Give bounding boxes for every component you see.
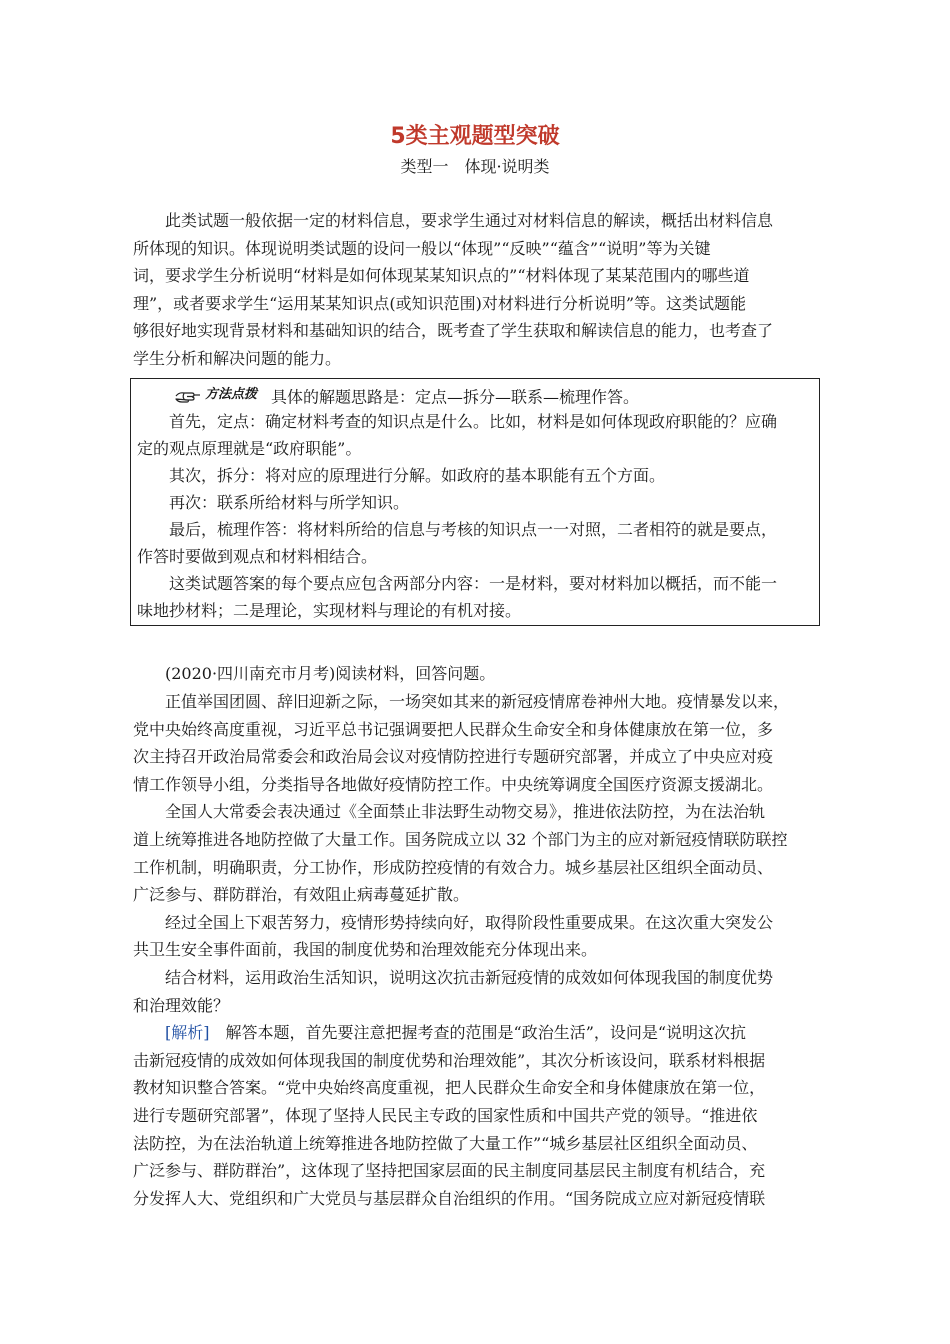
intro-line: 理”，或者要求学生“运用某某知识点(或知识范围)对材料进行分析说明”等。这类试题能 [133,293,747,313]
intro-line: 学生分析和解决问题的能力。 [133,349,342,368]
method-line: 最后，梳理作答：将材料所给的信息与考核的知识点一一对照，二者相符的就是要点， [169,520,778,539]
analysis-line: 广泛参与、群防群治”，这体现了坚持把国家层面的民主制度同基层民主制度有机结合，充 [133,1161,766,1181]
question-source: (2020·四川南充市月考)阅读材料，回答问题。 [165,664,496,683]
material-line: 工作机制，明确职责，分工协作，形成防控疫情的有效合力。城乡基层社区组织全面动员、 [133,857,774,877]
material-line: 共卫生安全事件面前，我国的制度优势和治理效能充分体现出来。 [133,940,598,960]
question-prompt: 和治理效能？ [133,995,230,1015]
hand-pointer-icon [175,387,201,403]
material-line: 经过全国上下艰苦努力，疫情形势持续向好，取得阶段性重要成果。在这次重大突发公 [165,912,774,932]
analysis-tag: [解析] [165,1023,210,1043]
analysis-line: 击新冠疫情的成效如何体现我国的制度优势和治理效能”，其次分析该设问，联系材料根据 [133,1050,766,1070]
material-line: 正值举国团圆、辞旧迎新之际，一场突如其来的新冠疫情席卷神州大地。疫情暴发以来， [165,692,790,711]
analysis-line: 进行专题研究部署”，体现了坚持人民民主专政的国家性质和中国共产党的领导。“推进依 [133,1106,758,1125]
material-line: 道上统筹推进各地防控做了大量工作。国务院成立以 32 个部门为主的应对新冠疫情联防联控 [133,830,788,849]
method-first-line [137,381,781,411]
intro-line: 词，要求学生分析说明“材料是如何体现某某知识点的”“材料体现了某某范围内的哪些道 [133,266,750,286]
analysis-line: 解答本题，首先要注意把握考查的范围是“政治生活”，设问是“说明这次抗 [225,1023,747,1043]
material-line: 党中央始终高度重视，习近平总书记强调要把人民群众生命安全和身体健康放在第一位，多 [133,719,774,739]
method-badge [175,381,257,408]
analysis-line: 教材知识整合答案。“党中央始终高度重视，把人民群众生命安全和身体健康放在第一位， [133,1078,766,1098]
intro-line: 此类试题一般依据一定的材料信息，要求学生通过对材料信息的解读，概括出材料信息 [165,211,774,230]
method-line: 这类试题答案的每个要点应包含两部分内容：一是材料，要对材料加以概括，而不能一 [169,574,778,593]
intro-line: 够很好地实现背景材料和基础知识的结合，既考查了学生获取和解读信息的能力，也考查了 [133,321,774,341]
material-line: 广泛参与、群防群治，有效阻止病毒蔓延扩散。 [133,885,470,905]
method-badge-label: 方法点拨 [205,387,258,402]
method-line: 具体的解题思路是：定点—拆分—联系—梳理作答。 [271,387,640,407]
material-line: 全国人大常委会表决通过《全面禁止非法野生动物交易》，推进依法防控，为在法治轨 [165,802,766,822]
section-subtitle: 类型一 体现·说明类 [400,157,550,176]
material-line: 次主持召开政治局常委会和政治局会议对疫情防控进行专题研究部署，并成立了中央应对疫 [133,747,774,767]
analysis-first-line [133,1019,821,1047]
method-line: 首先，定点：确定材料考查的知识点是什么。比如，材料是如何体现政府职能的？应确 [169,412,778,431]
analysis-line: 分发挥人大、党组织和广大党员与基层群众自治组织的作用。“国务院成立应对新冠疫情联 [133,1188,766,1208]
method-line: 味地抄材料；二是理论，实现材料与理论的有机对接。 [137,601,522,620]
method-line: 其次，拆分：将对应的原理进行分解。如政府的基本职能有五个方面。 [169,466,666,485]
question-prompt: 结合材料，运用政治生活知识，说明这次抗击新冠疫情的成效如何体现我国的制度优势 [165,968,774,987]
page-title: 5类主观题型突破 [390,124,560,149]
material-line: 情工作领导小组，分类指导各地做好疫情防控工作。中央统筹调度全国医疗资源支援湖北。 [133,774,774,794]
method-line: 再次：联系所给材料与所学知识。 [169,493,410,512]
method-line: 作答时要做到观点和材料相结合。 [137,547,378,566]
method-line: 定的观点原理就是“政府职能”。 [137,439,362,458]
intro-line: 所体现的知识。体现说明类试题的设问一般以“体现”“反映”“蕴含”“说明”等为关键 [133,238,711,258]
analysis-line: 法防控，为在法治轨道上统筹推进各地防控做了大量工作”“城乡基层社区组织全面动员、 [133,1133,758,1153]
method-tips-box [130,378,820,626]
